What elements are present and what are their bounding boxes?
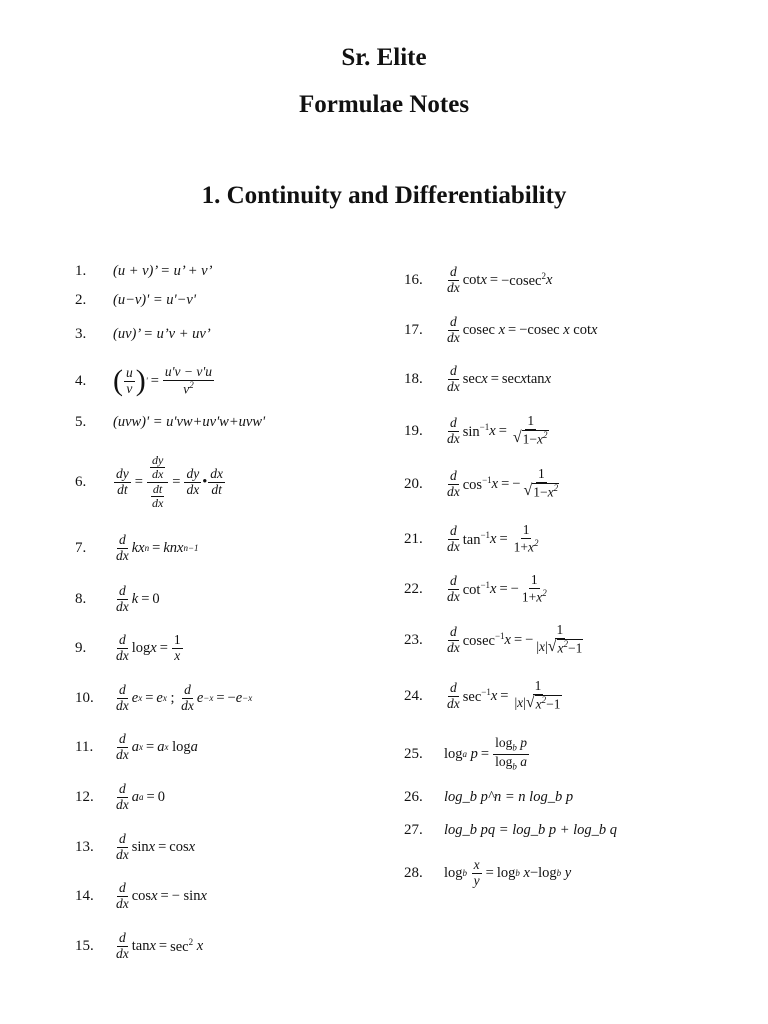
formula-item-25 bbox=[404, 732, 530, 776]
formula-expression: log b $\frac{x}{y}$ = log b x −log b y bbox=[444, 856, 572, 888]
formula-number: 9. bbox=[75, 639, 87, 656]
formula-number: 4. bbox=[75, 372, 87, 389]
formula-item-10 bbox=[75, 678, 252, 718]
formula-item-9 bbox=[75, 628, 184, 668]
formula-item-18 bbox=[404, 359, 551, 399]
formula-number: 28. bbox=[404, 864, 423, 881]
formula-expression: $\frac{d}{dx}$ $\sin^{-1}$ x = 1 √ $1-x^2$ bbox=[447, 413, 548, 447]
formula-expression: $\frac{d}{dx}$ k = 0 bbox=[116, 582, 160, 614]
section-number: 1. bbox=[201, 182, 221, 209]
formula-item-3 bbox=[75, 314, 211, 354]
formula-number: 24. bbox=[404, 687, 423, 704]
formula-number: 25. bbox=[404, 745, 423, 762]
formula-number: 23. bbox=[404, 631, 423, 648]
section-heading bbox=[0, 182, 768, 210]
formula-expression: log a p = $\frac{\log_b p}{\log_b a}$ bbox=[444, 734, 527, 772]
formula-expression: ( $\frac{u}{v}$ ) ' = $\frac{u'v - v'u}{v^2}$ bbox=[113, 363, 212, 397]
formula-expression: $\frac{d}{dx}$ e x = e x ; $\frac{d}{dx}$ e −x = − e −x bbox=[116, 681, 253, 713]
formula-expression: $\frac{d}{dx}$ cot x = −cosec$^2$ x bbox=[447, 263, 553, 295]
formula-number: 7. bbox=[75, 539, 87, 556]
formula-expression: $\frac{d}{dx}$ tan x = $\sec^2$ x bbox=[116, 929, 204, 961]
formula-expression: (u−v)' = u'−v' bbox=[113, 291, 196, 308]
formula-expression: $\frac{d}{dx}$ $\sec^{-1}$ x = 1 |x| √ $x^2-1$ bbox=[447, 678, 561, 712]
formula-expression: $\frac{d}{dx}$ cosec x = −cosec x cot x bbox=[447, 313, 598, 345]
formula-expression: $\frac{d}{dx}$ $\cot^{-1}$ x = − $\frac{1}{1+x^2}$ bbox=[447, 571, 547, 605]
formula-number: 11. bbox=[75, 738, 94, 755]
formula-item-8 bbox=[75, 579, 160, 619]
formula-number: 1. bbox=[75, 262, 87, 279]
section-title: Continuity and Differentiability bbox=[226, 182, 567, 209]
formula-number: 3. bbox=[75, 325, 87, 342]
formula-expression: $\frac{d}{dx}$ cos x = − sin x bbox=[116, 879, 207, 911]
formula-expression: log_b pq = log_b p + log_b q bbox=[444, 821, 618, 838]
formula-number: 6. bbox=[75, 473, 87, 490]
formula-expression: $\frac{d}{dx}$ kx n = knx n−1 bbox=[116, 531, 199, 563]
formula-expression: log_b p^n = n log_b p bbox=[444, 788, 574, 805]
formula-item-24 bbox=[404, 673, 565, 719]
formula-item-19 bbox=[404, 409, 552, 453]
formula-expression: (uv)’ = u’v + uv’ bbox=[113, 325, 211, 342]
formula-number: 26. bbox=[404, 788, 423, 805]
formula-item-12 bbox=[75, 777, 165, 817]
document-title-line1: Sr. Elite bbox=[341, 44, 427, 71]
formula-number: 21. bbox=[404, 530, 423, 547]
document-title-line2: Formulae Notes bbox=[298, 91, 470, 118]
formula-expression: (uvw)' = u'vw+uv'w+uvw' bbox=[113, 413, 266, 430]
formula-expression: $\frac{d}{dx}$ a x = a x log a bbox=[116, 730, 198, 762]
formula-expression: $\frac{d}{dx}$ $\cos^{-1}$ x = − 1 √ $1-x^2$ bbox=[447, 466, 559, 500]
formula-expression: $\frac{d}{dx}$ sin x = cos x bbox=[116, 830, 196, 862]
formula-item-5 bbox=[75, 402, 265, 442]
formula-item-7 bbox=[75, 528, 199, 568]
formula-expression: $\frac{d}{dx}$ log x = $\frac{1}{x}$ bbox=[116, 631, 181, 663]
formula-number: 10. bbox=[75, 689, 94, 706]
formula-item-22 bbox=[404, 567, 550, 611]
formula-number: 8. bbox=[75, 590, 87, 607]
formula-item-23 bbox=[404, 617, 586, 663]
formula-number: 27. bbox=[404, 821, 423, 838]
formula-number: 14. bbox=[75, 887, 94, 904]
formula-number: 16. bbox=[404, 271, 423, 288]
formula-expression: (u + v)’ = u’ + v’ bbox=[113, 262, 213, 279]
formula-number: 5. bbox=[75, 413, 87, 430]
formula-number: 12. bbox=[75, 788, 94, 805]
formula-item-28 bbox=[404, 851, 571, 895]
formula-item-20 bbox=[404, 462, 562, 506]
formula-number: 19. bbox=[404, 422, 423, 439]
formula-expression: $\frac{dy}{dt}$ = $\frac{\frac{dy}{dx}}{\frac{dt}{dx}}$ = $\frac{dy}{dx}$ • $\frac{dx}{dt}$ bbox=[116, 453, 224, 510]
formula-item-13 bbox=[75, 827, 195, 867]
formula-item-4 bbox=[75, 358, 215, 404]
formula-item-11 bbox=[75, 727, 198, 767]
formula-number: 22. bbox=[404, 580, 423, 597]
formula-number: 18. bbox=[404, 370, 423, 387]
formula-expression: $\frac{d}{dx}$ cosec$^{-1}$ x = − 1 |x| √ $x^2-1$ bbox=[447, 622, 583, 656]
formula-item-14 bbox=[75, 876, 207, 916]
formula-number: 15. bbox=[75, 937, 94, 954]
formula-number: 17. bbox=[404, 321, 423, 338]
formula-item-16 bbox=[404, 260, 552, 300]
formula-number: 2. bbox=[75, 291, 87, 308]
formula-expression: $\frac{d}{dx}$ a a = 0 bbox=[116, 780, 165, 812]
formula-item-27 bbox=[404, 810, 617, 850]
formula-number: 13. bbox=[75, 838, 94, 855]
formula-expression: $\frac{d}{dx}$ $\tan^{-1}$ x = $\frac{1}{1+x^2}$ bbox=[447, 521, 539, 555]
formula-item-6 bbox=[75, 444, 226, 520]
formula-number: 20. bbox=[404, 475, 423, 492]
formula-item-21 bbox=[404, 517, 542, 561]
formula-item-17 bbox=[404, 310, 597, 350]
formula-expression: $\frac{d}{dx}$ sec x = sec x tan x bbox=[447, 362, 551, 394]
formula-item-15 bbox=[75, 926, 203, 966]
